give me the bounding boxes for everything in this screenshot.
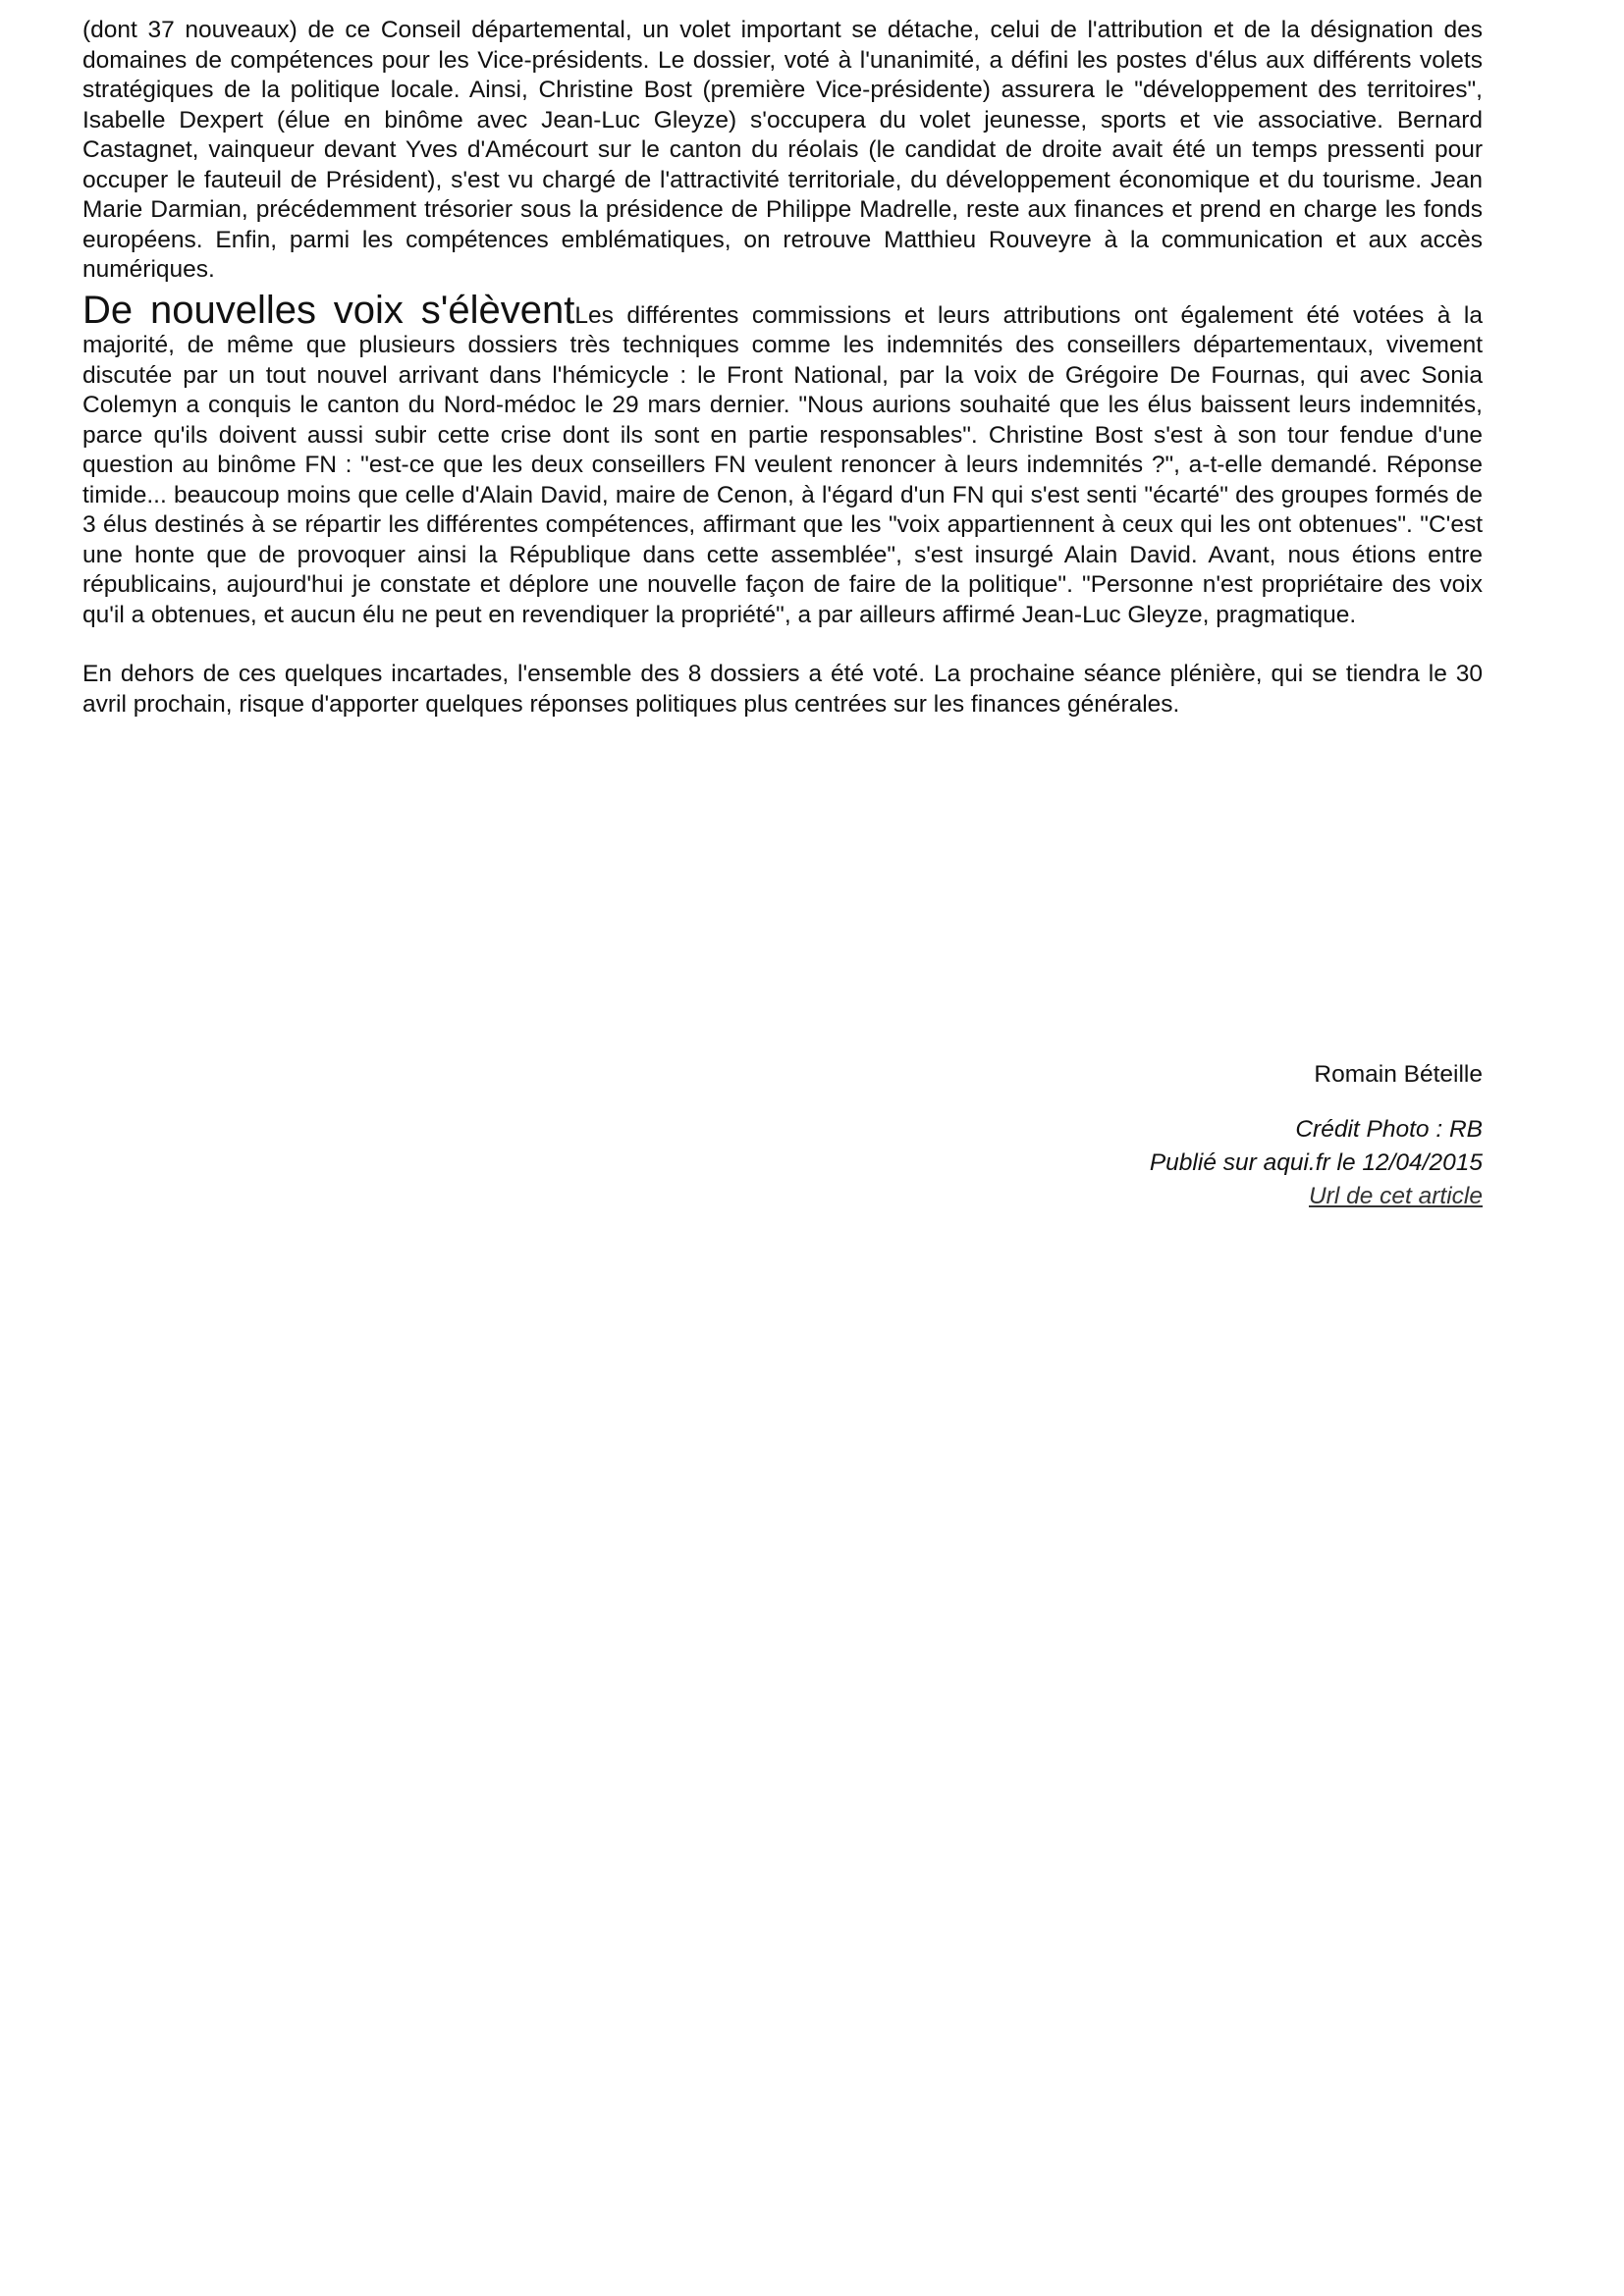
article-paragraph-2-block <box>82 288 1483 631</box>
publication-info: Publié sur aqui.fr le 12/04/2015 <box>1149 1149 1483 1176</box>
author-name: Romain Béteille <box>1314 1061 1483 1088</box>
section-subheading: De nouvelles voix s'élèvent <box>82 288 575 332</box>
article-paragraph-3: En dehors de ces quelques incartades, l'ensemble des 8 dossiers a été voté. La prochaine séance plénière, qui se tiendra le 30 avril prochain, risque d'apporter quelques réponses politiques plus centrées sur les finances générales. <box>82 661 1483 718</box>
article-url-link[interactable]: Url de cet article <box>1308 1183 1483 1209</box>
photo-credit: Crédit Photo : RB <box>1295 1116 1483 1143</box>
article-paragraph-2: Les différentes commissions et leurs attributions ont également été votées à la majorité, de même que plusieurs dossiers très techniques comme les indemnités des conseillers départementaux, vivement discutée par un tout nouvel arrivant dans l'hémicycle : le Front National, par la voix de Grégoire De Fournas, qui avec Sonia Colemyn a conquis le canton du Nord-médoc le 29 mars dernier. "Nous aurions souhaité que les élus baissent leurs indemnités, parce qu'ils doivent aussi subir cette crise dont ils sont en partie responsables". Christine Bost s'est à son tour fendue d'une question au binôme FN : "est-ce que les deux conseillers FN veulent renoncer à leurs indemnités ?", a-t-elle demandé. Réponse timide... beaucoup moins que celle d'Alain David, maire de Cenon, à l'égard d'un FN qui s'est senti "écarté" des groupes formés de 3 élus destinés à se répartir les différentes compétences, affirmant que les "voix appartiennent à ceux qui les ont obtenues". "C'est une honte que de provoquer ainsi la République dans cette assemblée", s'est insurgé Alain David. Avant, nous étions entre républicains, aujourd'hui je constate et déplore une nouvelle façon de faire de la politique". "Personne n'est propriétaire des voix qu'il a obtenues, et aucun élu ne peut en revendiquer la propriété", a par ailleurs affirmé Jean-Luc Gleyze, pragmatique. <box>82 301 1483 628</box>
article-credits <box>1150 1113 1483 1213</box>
article-body <box>82 16 1483 720</box>
article-paragraph-1: (dont 37 nouveaux) de ce Conseil départemental, un volet important se détache, celui de l'attribution et de la désignation des domaines de compétences pour les Vice-présidents. Le dossier, voté à l'unanimité, a défini les postes d'élus aux différents volets stratégiques de la politique locale. Ainsi, Christine Bost (première Vice-présidente) assurera le "développement des territoires", Isabelle Dexpert (élue en binôme avec Jean-Luc Gleyze) s'occupera du volet jeunesse, sports et vie associative. Bernard Castagnet, vainqueur devant Yves d'Amécourt sur le canton du réolais (le candidat de droite avait été un temps pressenti pour occuper le fauteuil de Président), s'est vu chargé de l'attractivité territoriale, du développement économique et du tourisme. Jean Marie Darmian, précédemment trésorier sous la présidence de Philippe Madrelle, reste aux finances et prend en charge les fonds européens. Enfin, parmi les compétences emblématiques, on retrouve Matthieu Rouveyre à la communication et aux accès numériques. <box>82 17 1483 283</box>
